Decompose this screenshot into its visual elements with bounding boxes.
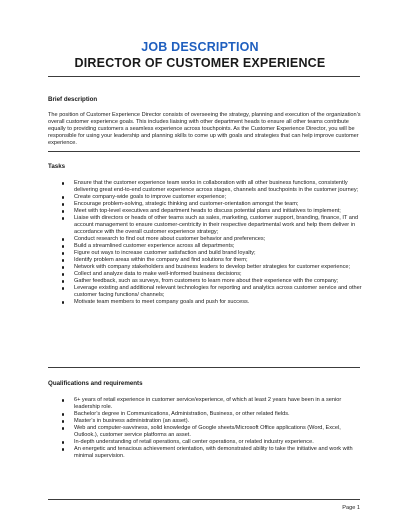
list-item: Create company-wide goals to improve customer experience; <box>62 194 362 201</box>
list-item: Network with company stakeholders and business leaders to develop better strategies for customer experience; <box>62 264 362 271</box>
list-item: Web and computer-savviness, solid knowledge of Google sheets/Microsoft Office applications (Word, Excel, Outlook.), customer service platforms an asset. <box>62 425 362 439</box>
brief-description-text: The position of Customer Experience Director consists of overseeing the strategy, planning and execution of the organization’s overall customer experience goals. This includes liaising with other department heads to ensure all other teams contribute equally to providing customers a seamless experience across touchpoints. As the Customer Experience Director, you will be responsible for using your leadership and planning skills to come up with goals and strategies that can help improve customer experience. <box>48 112 361 147</box>
list-item: Meet with top-level executives and department heads to discuss potential plans and initiatives to implement; <box>62 208 362 215</box>
brief-divider <box>48 151 360 152</box>
list-item: An energetic and tenacious achievement orientation, with demonstrated ability to take the initiative and work with minimal supervision. <box>62 446 362 460</box>
footer-divider <box>48 499 360 500</box>
qualifications-heading: Qualifications and requirements <box>48 380 143 387</box>
list-item: Conduct research to find out more about customer behavior and preferences; <box>62 236 362 243</box>
tasks-divider <box>48 367 360 368</box>
tasks-heading: Tasks <box>48 163 66 170</box>
list-item: Figure out ways to increase customer satisfaction and build brand loyalty; <box>62 250 362 257</box>
list-item: Collect and analyze data to make well-informed business decisions; <box>62 271 362 278</box>
document-title-line1: JOB DESCRIPTION <box>141 40 259 54</box>
list-item: Encourage problem-solving, strategic thinking and customer-orientation amongst the team; <box>62 201 362 208</box>
list-item: Leverage existing and additional relevant technologies for reporting and analytics across customer service and other customer facing functions/ channels; <box>62 285 362 299</box>
brief-description-heading: Brief description <box>48 96 98 103</box>
list-item: Gather feedback, such as surveys, from customers to learn more about their experience with the company; <box>62 278 362 285</box>
header-divider <box>48 76 360 77</box>
list-item: 6+ years of retail experience in customer service/experience, of which at least 2 years have been in a senior leadership role. <box>62 397 362 411</box>
list-item: Motivate team members to meet company goals and push for success. <box>62 299 362 306</box>
list-item: Build a streamlined customer experience across all departments; <box>62 243 362 250</box>
list-item: Identify problem areas within the company and find solutions for them; <box>62 257 362 264</box>
list-item: Ensure that the customer experience team works in collaboration with all other business functions, consistently delivering great end-to-end customer experience across stages, channels and touchpoints in the customer journey; <box>62 180 362 194</box>
list-item: Master’s in business administration (an asset). <box>62 418 362 425</box>
list-item: Liaise with directors or heads of other teams such as sales, marketing, customer support, branding, finance, IT and account management to ensure customer-centricity in their respective departmental work and help them deliver in accordance with the overall customer experience strategy; <box>62 215 362 236</box>
document-title-line2: DIRECTOR OF CUSTOMER EXPERIENCE <box>74 56 326 70</box>
qualifications-list <box>62 397 362 460</box>
page-number: Page 1 <box>342 505 360 511</box>
list-item: Bachelor’s degree in Communications, Administration, Business, or other related fields. <box>62 411 362 418</box>
list-item: In-depth understanding of retail operations, call center operations, or related industry experience. <box>62 439 362 446</box>
tasks-list <box>62 180 362 306</box>
